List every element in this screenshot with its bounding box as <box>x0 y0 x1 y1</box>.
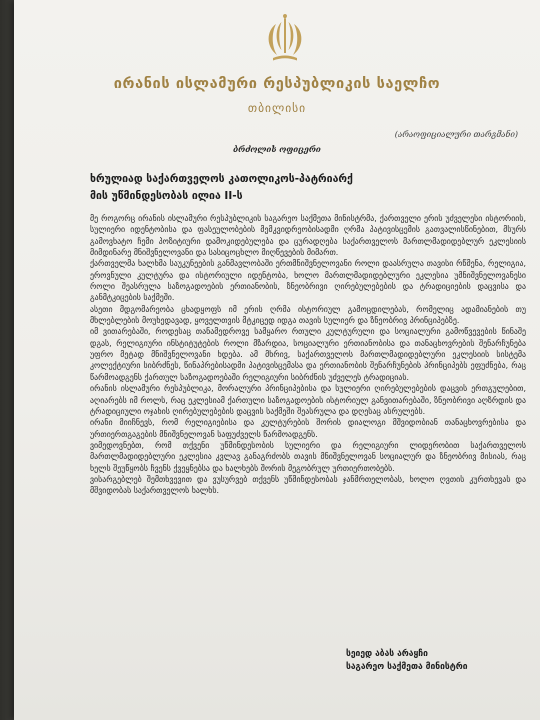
body-paragraph: მე როგორც ირანის ისლამური რესპუბლიკის საგარეო საქმეთა მინისტრმა, ქართველი ერის უძველესი ისტორიის, სულიერი იდენტობისა და ფასეულობების მემკვიდრეობისადმი ღრმა პატივისცემის გათვალისწინებით, მსურს გამოვხატო ჩემი პოზიტიური დამოკიდებულება და ცურადღება საქართველოს მართლმადიდებლურ ეკლესიის მიმდინარე მნიშვნელოვანი და სასიცოცხლო მიღწევების მიმართ. <box>90 214 526 258</box>
body-paragraph: ვიმედოვნებთ, რომ თქვენი უწმინდესობის სულიერი და რელიგიური ლიდერობით საქართველოს მართლმადიდებლური ეკლესია კვლავ განაგრძობს თავის მნიშვნელოვან სოციალურ და ზნეობრივ მისიას, რაც ხელს შეუწყობს ჩვენს ქვეყნებსა და ხალხებს შორის მეგობრულ ურთიერთობებს. <box>90 440 526 473</box>
body-paragraph: იმ ვითარებაში, როდესაც თანამედროვე სამყარო რთული კულტურული და სოციალური გამოწვევების წინაშე დგას, რელიგიური ინსტიტუტების როლი მზარდია, სოციალური ერთიანობისა და თანაცხოვრების შენარჩუნება უფრო მეტად მნიშვნელოვანი ხდება. ამ მხრივ, საქართველოს მართლმადიდებლური ეკლესიის სისტემა კოლექტიური სიბრძნეს, წინაპრებისადმი პატივისცემასა და ერთიანობის შენარჩუნების პრინციპებს ეფუძნება, რაც წარმოადგენს ქართულ საზოგადოებაში რელიგიური სიბრძნის უძველეს ტრადიციას. <box>90 327 526 382</box>
iran-emblem-icon <box>264 10 306 68</box>
signature-block <box>346 648 536 674</box>
salutation-line-2: მის უწმინდესობას ილია II-ს <box>90 190 243 202</box>
letter-body <box>90 213 526 497</box>
salutation <box>90 171 520 205</box>
body-paragraph: ვისარგებლებ შემთხვევით და ვუსურვებ თქვენს უწმინდესობას ჯანმრთელობას, ხოლო ღვთის კურთხევას და მშვიდობას საქართველოს ხალხს. <box>90 474 526 496</box>
letter-page <box>14 0 540 720</box>
embassy-title: ირანის ისლამური რესპუბლიკის საელჩო <box>113 76 441 92</box>
signatory-name: სეიედ აბას არაყჩი <box>346 649 428 659</box>
body-paragraph: ირანის ისლამური რესპუბლიკა, მორალური პრინციპებისა და სულიერი ღირებულებების დაცვის ერთგულებით, აღიარებს იმ როლს, რაც ეკლესიამ ქართული საზოგადოების ისტორიულ განვითარებაში, ზნეობრივი აღზრდის და ტრადიციული ოჯახის ღირებულებების დაცვის საქმეში შეასრულა და დღესაც ასრულებს. <box>90 384 526 416</box>
body-paragraph: ირანი მიიჩნევს, რომ რელიგიებისა და კულტურების შორის დიალოგი მშვიდობიან თანაცხოვრებისა და ურთიერთგაგების მნიშვნელოვან საფუძველს წარმოადგენს. <box>90 418 526 439</box>
salutation-line-1: ხრულიად საქართველოს კათოლიკოს-პატრიარქ <box>90 173 353 185</box>
body-paragraph: ასეთი მდგომარეობა ცხადყოფს იმ ერის ღრმა ისტორიულ გამოცდილებას, რომელიც ადამიანების თუ მხლებლების მოუხედავად, ყოველთვის მტკიცედ იდგა თავის სულიერ და ზნეობრივ პრინციპებზე. <box>90 304 526 326</box>
reference-number: ბრძოლის ოფიცერი <box>233 144 321 154</box>
signatory-position: საგარეო საქმეთა მინისტრი <box>346 662 468 672</box>
embassy-city: თბილისი <box>247 101 307 115</box>
translation-note: (არაოფიციალური თარგმანი) <box>394 130 518 139</box>
body-paragraph: ქართველმა ხალხმა საუკუნეების განმავლობაში ერთმნიშვნელოვანი როლი დაასრულა თავისი რწმენა, რელიგია, ეროვნული კულტურა და ისტორიული იდენტობა, ხოლო მართლმადიდებლური ეკლესია უმნიშვნელოვანესი როლი შეასრულა საზოგადოების ერთიანობის, ზნეობრივი ღირებულებების და ტრადიციების დაცვისა და განმტკიცების საქმეში. <box>90 259 526 303</box>
